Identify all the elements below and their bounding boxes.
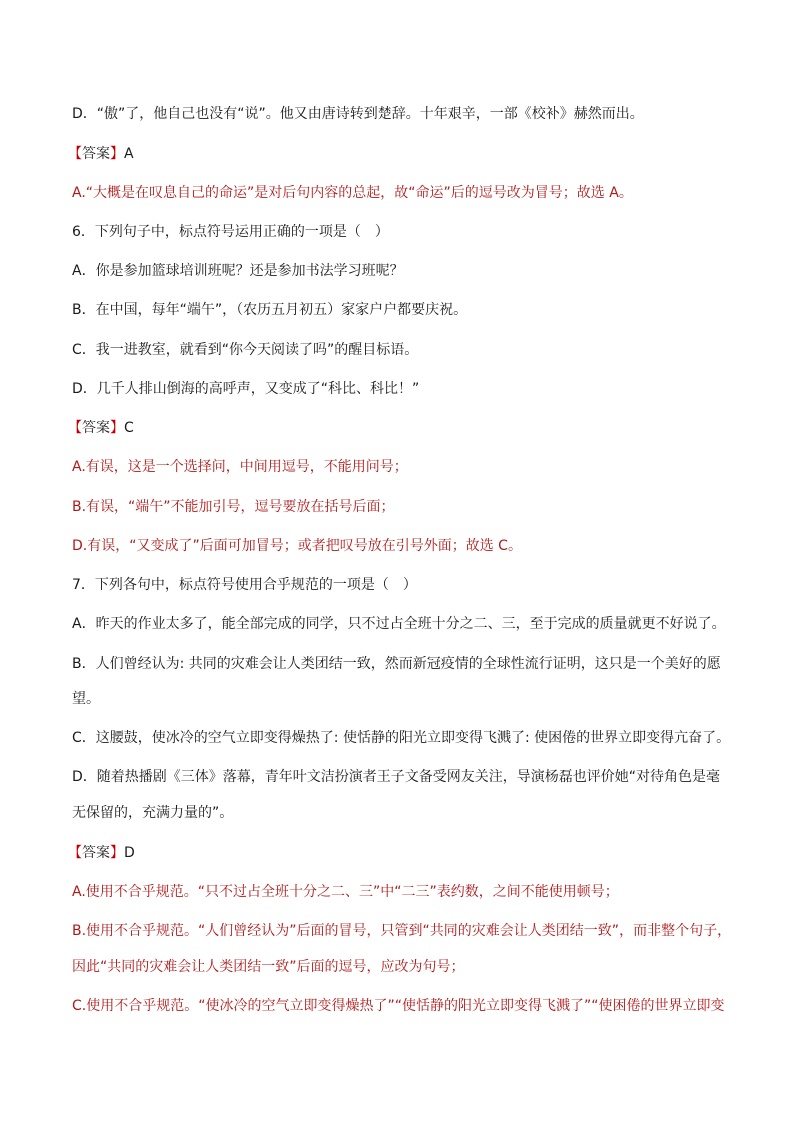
explanation-7-c: C.使用不合乎规范。“使冰冷的空气立即变得燥热了”“使恬静的阳光立即变得飞溅了”“使困倦的世界立即变 [72,998,725,1014]
answer-bracket-open: 【 [68,420,82,436]
explanation-6-d: D.有误，“又变成了”后面可加冒号；或者把叹号放在引号外面；故选 C。 [72,538,522,554]
answer-bracket-close: 】 [110,845,124,861]
question-6-option-d: D．几千人排山倒海的高呼声，又变成了“科比、科比！” [72,381,420,397]
question-7-option-d-line-1: D．随着热播剧《三体》落幕，青年叶文洁扮演者王子文备受网友关注，导演杨磊也评价她“对待角色是毫 [72,769,721,785]
question-7-option-d-line-2: 无保留的，充满力量的”。 [72,805,234,821]
question-7-option-a: A．昨天的作业太多了，能全部完成的同学，只不过占全班十分之二、三，至于完成的质量就更不好说了。 [72,616,726,632]
answer-value: A [124,146,134,162]
answer-bracket-close: 】 [110,420,124,436]
explanation-5-a: A.“大概是在叹息自己的命运”是对后句内容的总起，故“命运”后的逗号改为冒号；故选 A。 [72,185,633,201]
answer-bracket-open: 【 [68,845,82,861]
answer-bracket-close: 】 [110,146,124,162]
question-6-option-c: C．我一进教室，就看到“你今天阅读了吗”的醒目标语。 [72,342,419,358]
answer-bracket-open: 【 [68,146,82,162]
answer-value: C [124,420,134,436]
answer-word: 答案 [82,845,110,861]
question-7-stem: 7．下列各句中，标点符号使用合乎规范的一项是（ ） [72,577,417,593]
question-6-stem: 6．下列句子中，标点符号运用正确的一项是（ ） [72,224,389,240]
explanation-6-b: B.有误，“端午”不能加引号，逗号要放在括号后面； [72,499,395,515]
explanation-7-a: A.使用不合乎规范。“只不过占全班十分之二、三”中“二三”表约数，之间不能使用顿号； [72,884,619,900]
answer-word: 答案 [82,146,110,162]
question-7-option-c: C．这腰鼓，使冰冷的空气立即变得燥热了: 使恬静的阳光立即变得飞溅了: 使困倦的世界立即变得亢奋了。 [72,730,731,746]
answer-label-7 [68,843,728,863]
answer-word: 答案 [82,420,110,436]
question-7-option-b-line-1: B．人们曾经认为: 共同的灾难会让人类团结一致，然而新冠疫情的全球性流行证明，这只是一个美好的愿 [72,656,721,672]
explanation-6-a: A.有误，这是一个选择问，中间用逗号，不能用问号； [72,459,408,475]
answer-label-6 [68,418,728,438]
question-6-option-a: A．你是参加篮球培训班呢？还是参加书法学习班呢？ [72,263,404,279]
question-7-option-b-line-2: 望。 [72,691,100,707]
explanation-7-b-line-2: 因此“共同的灾难会让人类团结一致”后面的逗号，应改为句号； [72,959,465,975]
question-6-option-b: B．在中国，每年“端午”，（农历五月初五）家家户户都要庆祝。 [72,302,468,318]
answer-value: D [124,845,135,861]
answer-label-5 [68,144,728,164]
question-5-option-d: D．“傲”了，他自己也没有“说”。他又由唐诗转到楚辞。十年艰辛，一部《校补》赫然而出。 [72,106,644,122]
explanation-7-b-line-1: B.使用不合乎规范。“人们曾经认为”后面的冒号，只管到“共同的灾难会让人类团结一致”，而非整个句子， [72,923,732,939]
